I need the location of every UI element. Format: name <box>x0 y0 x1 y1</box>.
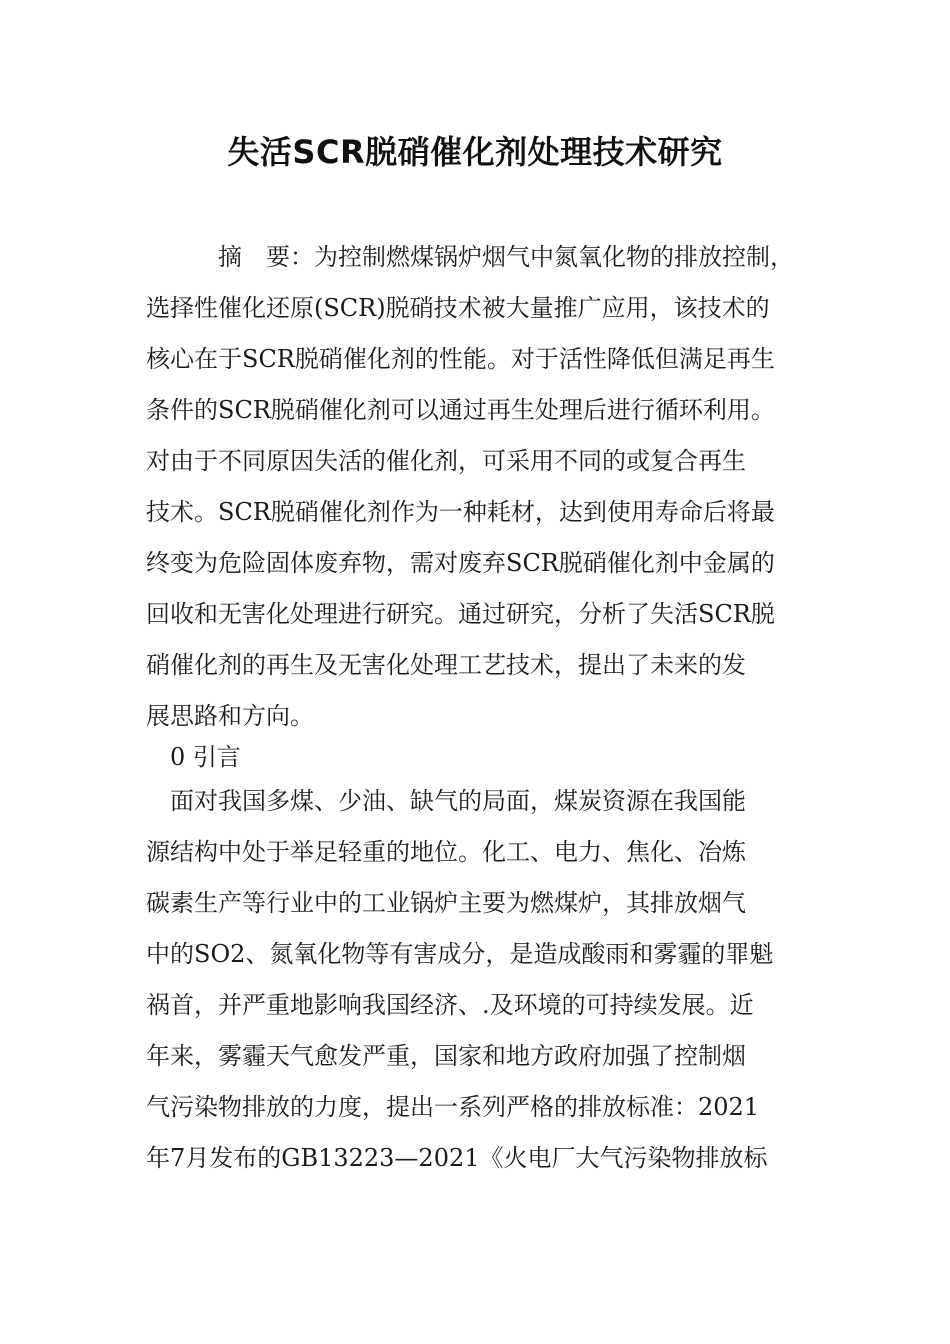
intro-line: 气污染物排放的力度，提出一系列严格的排放标准：2021 <box>146 1093 760 1121</box>
intro-line: 祸首，并严重地影响我国经济、.及环境的可持续发展。近 <box>146 991 754 1019</box>
document-title: 失活SCR脱硝催化剂处理技术研究 <box>227 133 723 171</box>
abstract-line: 对由于不同原因失活的催化剂，可采用不同的或复合再生 <box>146 447 746 475</box>
intro-line: 面对我国多煤、少油、缺气的局面，煤炭资源在我国能 <box>146 787 746 815</box>
abstract-line: 终变为危险固体废弃物，需对废弃SCR脱硝催化剂中金属的 <box>146 549 775 577</box>
abstract-line: 摘 要：为控制燃煤锅炉烟气中氮氧化物的排放控制， <box>146 243 794 271</box>
intro-line: 年来，雾霾天气愈发严重，国家和地方政府加强了控制烟 <box>146 1042 746 1070</box>
abstract-line: 选择性催化还原(SCR)脱硝技术被大量推广应用，该技术的 <box>146 294 770 322</box>
abstract-line: 硝催化剂的再生及无害化处理工艺技术，提出了未来的发 <box>146 651 746 679</box>
abstract-line: 展思路和方向。 <box>146 702 314 730</box>
section-heading-text: 0 引言 <box>146 743 241 771</box>
abstract-line: 技术。SCR脱硝催化剂作为一种耗材，达到使用寿命后将最 <box>146 498 775 526</box>
abstract-paragraph <box>146 232 810 742</box>
abstract-line: 回收和无害化处理进行研究。通过研究，分析了失活SCR脱 <box>146 600 775 628</box>
intro-line: 年7月发布的GB13223—2021《火电厂大气污染物排放标 <box>146 1144 768 1172</box>
intro-line: 碳素生产等行业中的工业锅炉主要为燃煤炉，其排放烟气 <box>146 889 746 917</box>
intro-paragraph <box>146 776 810 1184</box>
intro-line: 中的SO2、氮氧化物等有害成分，是造成酸雨和雾霾的罪魁 <box>146 940 774 968</box>
abstract-line: 条件的SCR脱硝催化剂可以通过再生处理后进行循环利用。 <box>146 396 775 424</box>
intro-line: 源结构中处于举足轻重的地位。化工、电力、焦化、冶炼 <box>146 838 746 866</box>
abstract-line: 核心在于SCR脱硝催化剂的性能。对于活性降低但满足再生 <box>146 345 775 373</box>
